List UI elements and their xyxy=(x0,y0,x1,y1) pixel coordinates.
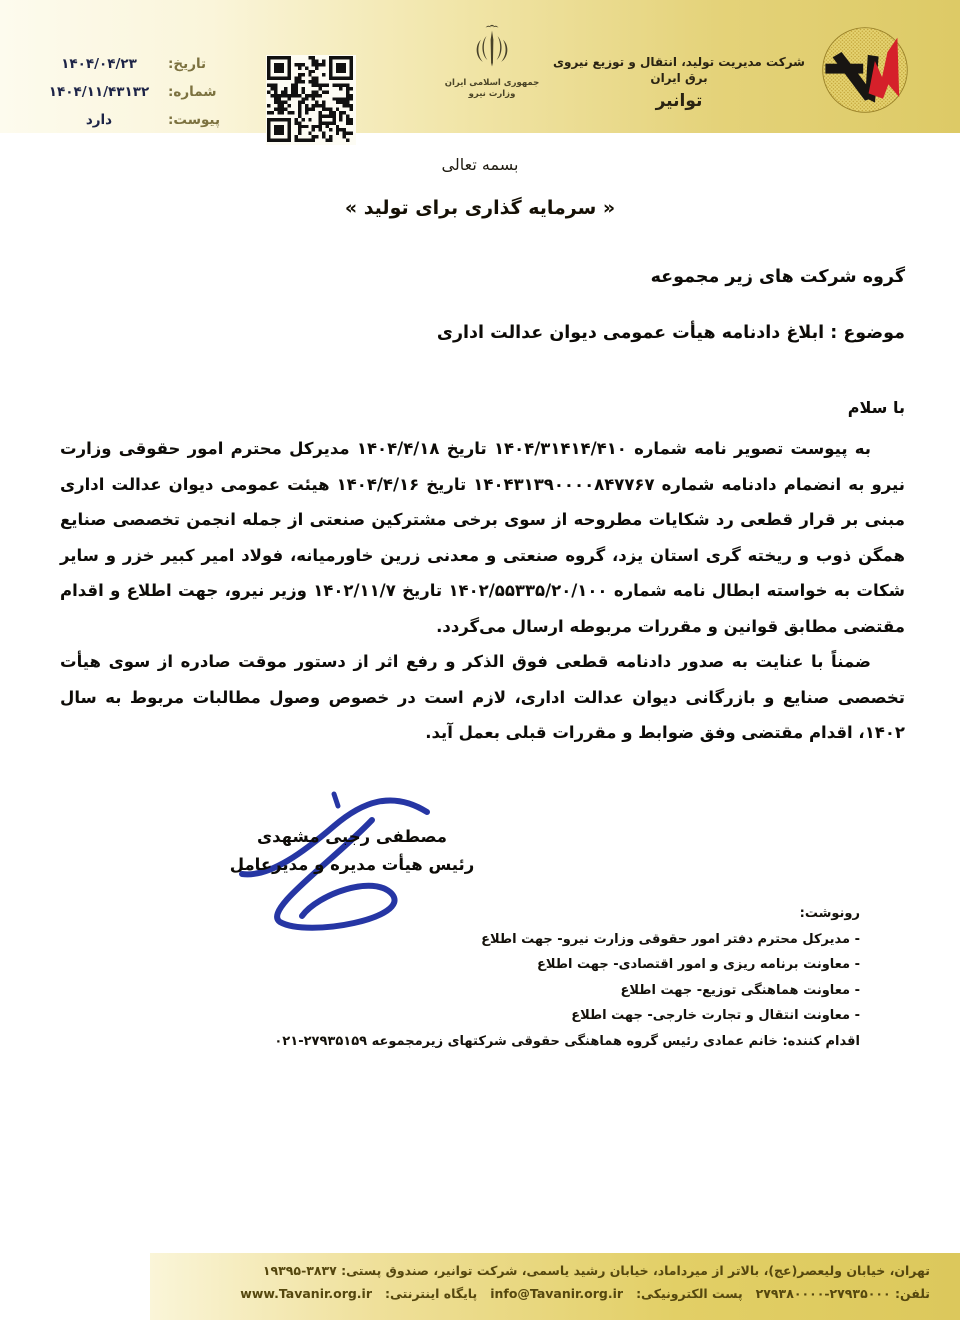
cc-item: - معاونت هماهنگی توزیع- جهت اطلاع xyxy=(620,982,860,998)
company-name: شرکت مدیریت تولید، انتقال و توزیع نیروی برق ایران xyxy=(553,55,805,85)
footer-email-label: پست الکترونیکی: xyxy=(636,1286,743,1301)
meta-row-date xyxy=(12,50,232,78)
signatory-name: مصطفی رجبی مشهدی xyxy=(257,827,447,846)
attachment-label: پیوست: xyxy=(168,112,221,128)
letter-meta xyxy=(12,50,232,134)
iran-emblem-icon xyxy=(469,24,515,74)
meta-row-number xyxy=(12,78,232,106)
cc-item: - معاونت انتقال و تجارت خارجی- جهت اطلاع xyxy=(571,1008,860,1023)
date-label: تاریخ: xyxy=(168,56,207,72)
tavanir-logo-icon xyxy=(820,25,910,115)
iran-emblem xyxy=(442,24,542,100)
number-label: شماره: xyxy=(168,84,217,100)
salutation: با سلام xyxy=(847,398,905,417)
slogan: « سرمایه گذاری برای تولید » xyxy=(344,197,616,219)
company-block xyxy=(540,54,818,111)
signature-block xyxy=(226,827,478,874)
letter-body xyxy=(60,431,905,751)
subject-line: موضوع : ابلاغ دادنامه هیأت عمومی دیوان عدالت اداری xyxy=(436,323,905,343)
number-value: ۱۴۰۴/۱۱/۴۳۱۳۲ xyxy=(48,84,150,100)
footer-email: info@Tavanir.org.ir xyxy=(490,1286,624,1301)
attachment-value: دارد xyxy=(85,112,113,128)
meta-row-attachment xyxy=(12,106,232,134)
footer-phone: تلفن: ۲۷۹۳۵۰۰۰-۲۷۹۳۸۰۰۰۰ xyxy=(755,1286,930,1301)
cc-item: - مدیرکل محترم دفتر امور حقوقی وزارت نیرو- جهت اطلاع xyxy=(481,931,860,947)
footer-contact xyxy=(150,1286,930,1301)
besmele: بسمه تعالی xyxy=(441,155,519,174)
cc-heading: رونوشت: xyxy=(799,906,860,921)
cc-handler: اقدام کننده: خانم عمادی رئیس گروه هماهنگی حقوقی شرکتهای زیرمجموعه ۲۷۹۳۵۱۵۹-۰۲۱ xyxy=(274,1033,860,1049)
footer-address: تهران، خیابان ولیعصر(عج)، بالاتر از میرداماد، خیابان رشید یاسمی، شرکت توانیر، صندوق پستی: ۳۸۳۷-۱۹۳۹۵ xyxy=(262,1263,930,1278)
footer-web-label: پایگاه اینترنتی: xyxy=(385,1286,478,1301)
date-value: ۱۴۰۴/۰۴/۲۳ xyxy=(61,56,137,72)
signatory-title: رئیس هیأت مدیره و مدیرعامل xyxy=(229,855,475,874)
cc-item: - معاونت برنامه ریزی و امور اقتصادی- جهت اطلاع xyxy=(537,957,860,972)
emblem-caption-line1: جمهوری اسلامی ایران xyxy=(444,78,540,88)
emblem-caption-line2: وزارت نیرو xyxy=(468,89,516,99)
paragraph-1: به پیوست تصویر نامه شماره ۱۴۰۴/۳۱۴۱۴/۴۱۰ تاریخ ۱۴۰۴/۴/۱۸ مدیرکل محترم امور حقوقی وزارت نیرو به انضمام دادنامه شماره ۱۴۰۴۳۱۳۹۰۰۰۰۸۴۷۷۶۷ تاریخ ۱۴۰۴/۴/۱۶ هیئت عمومی دیوان عدالت اداری مبنی بر قرار قطعی رد شکایات مطروحه از سوی برخی مشترکین صنعتی از جمله انجمن تخصصی صنایع همگن ذوب و ریخته گری استان یزد، گروه صنعتی و معدنی زرین خاورمیانه، فولاد امیر کبیر خزر و سایر شکات به خواسته ابطال نامه شماره ۱۴۰۲/۵۵۳۳۵/۲۰/۱۰۰ تاریخ ۱۴۰۲/۱۱/۷ وزیر نیرو، جهت اطلاع و اقدام مقتضی مطابق قوانین و مقررات مربوطه ارسال می‌گردد. xyxy=(60,439,905,636)
company-short-name: توانیر xyxy=(655,91,703,111)
paragraph-2: ضمناً با عنایت به صدور دادنامه قطعی فوق الذکر و رفع اثر از دستور موقت صادره از سوی هیأت تخصصی صنایع و بازرگانی دیوان عدالت اداری، لازم است در خصوص وصول مطالبات مربوط به سال ۱۴۰۲، اقدام مقتضی وفق ضوابط و مقررات قبلی بعمل آید. xyxy=(60,652,905,742)
qr-code-icon xyxy=(266,55,356,145)
footer-band xyxy=(150,1253,960,1320)
footer-web: www.Tavanir.org.ir xyxy=(240,1286,373,1301)
addressee: گروه شرکت های زیر مجموعه xyxy=(650,267,905,287)
letterhead-band xyxy=(0,0,960,133)
